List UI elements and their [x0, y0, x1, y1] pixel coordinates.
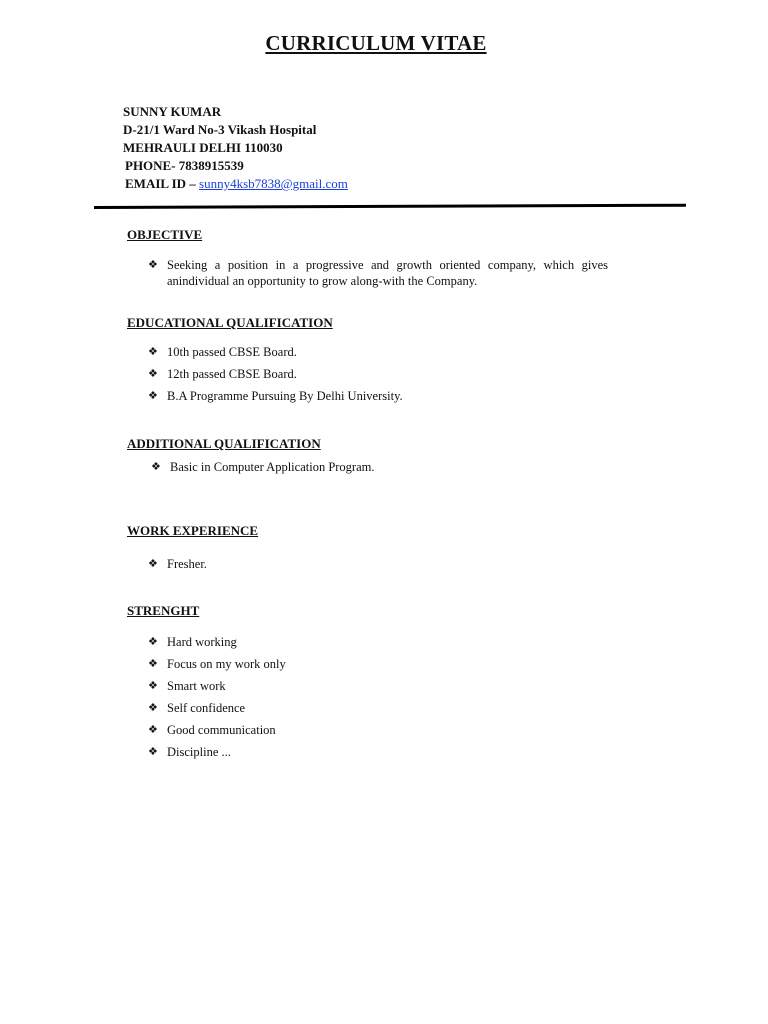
experience-item: Fresher. [167, 557, 207, 571]
email-link[interactable]: sunny4ksb7838@gmail.com [199, 176, 348, 191]
objective-text: Seeking a position in a progressive and growth oriented company, which gives anindividual an opportunity to grow along-with the Company. [167, 258, 608, 288]
phone-line: PHONE- 7838915539 [125, 158, 244, 173]
strength-item: Self confidence [167, 701, 246, 715]
bullet-diamond-icon: ❖ [148, 346, 158, 358]
list-item [148, 385, 403, 407]
list-item [148, 341, 403, 363]
bullet-diamond-icon: ❖ [148, 658, 158, 670]
strength-list [148, 631, 286, 763]
list-item [148, 675, 286, 697]
bullet-diamond-icon: ❖ [148, 702, 158, 714]
bullet-diamond-icon: ❖ [151, 461, 161, 473]
education-item: 12th passed CBSE Board. [167, 367, 297, 381]
address-line-1: D-21/1 Ward No-3 Vikash Hospital [123, 122, 317, 137]
bullet-diamond-icon: ❖ [148, 368, 158, 380]
objective-item [148, 257, 608, 289]
experience-heading: WORK EXPERIENCE [127, 523, 259, 538]
email-label: EMAIL ID – [125, 176, 200, 191]
list-item [148, 553, 207, 575]
experience-list [148, 553, 207, 575]
strength-item: Hard working [167, 635, 237, 649]
list-item [148, 631, 286, 653]
strength-heading: STRENGHT [127, 603, 200, 618]
additional-heading: ADDITIONAL QUALIFICATION [127, 436, 321, 451]
additional-list [151, 456, 375, 478]
strength-item: Good communication [167, 723, 276, 737]
objective-heading: OBJECTIVE [127, 227, 203, 242]
list-item [148, 719, 286, 741]
education-item: B.A Programme Pursuing By Delhi University. [167, 389, 403, 403]
strength-item: Discipline ... [167, 745, 231, 759]
list-item [148, 741, 286, 763]
header-divider [94, 204, 686, 209]
education-item: 10th passed CBSE Board. [167, 345, 297, 359]
bullet-diamond-icon: ❖ [148, 724, 158, 736]
list-item [151, 456, 375, 478]
strength-item: Focus on my work only [167, 657, 286, 671]
email-line [123, 175, 348, 193]
strength-item: Smart work [167, 679, 226, 693]
applicant-name: SUNNY KUMAR [123, 104, 222, 119]
document-title: CURRICULUM VITAE [265, 31, 487, 55]
bullet-diamond-icon: ❖ [148, 636, 158, 648]
bullet-diamond-icon: ❖ [148, 259, 158, 271]
education-heading: EDUCATIONAL QUALIFICATION [127, 315, 333, 330]
bullet-diamond-icon: ❖ [148, 746, 158, 758]
list-item [148, 697, 286, 719]
education-list [148, 341, 403, 407]
address-line-2: MEHRAULI DELHI 110030 [123, 140, 283, 155]
list-item [148, 363, 403, 385]
bullet-diamond-icon: ❖ [148, 390, 158, 402]
list-item [148, 653, 286, 675]
contact-block [123, 103, 348, 193]
bullet-diamond-icon: ❖ [148, 680, 158, 692]
additional-item: Basic in Computer Application Program. [170, 460, 375, 474]
bullet-diamond-icon: ❖ [148, 558, 158, 570]
